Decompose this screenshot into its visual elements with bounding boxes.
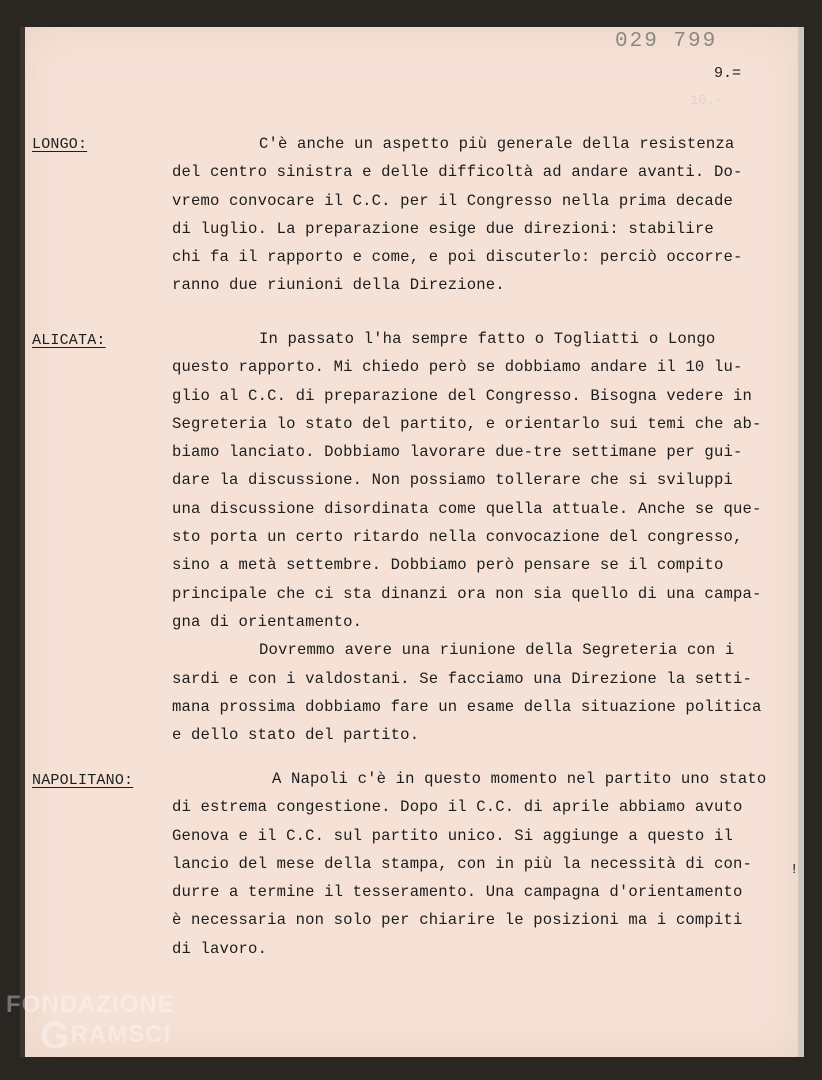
text-line: una discussione disordinata come quella attuale. Anche se que- <box>172 499 762 518</box>
text-line: Dovremmo avere una riunione della Segreteria con i <box>259 641 735 660</box>
speech-block-napolitano <box>172 765 772 963</box>
page-number: 9.= <box>714 65 742 82</box>
text-line: principale che ci sta dinanzi ora non sia quello di una campa- <box>172 584 762 603</box>
text-line: gna di orientamento. <box>172 612 363 631</box>
text-line: sardi e con i valdostani. Se facciamo una Direzione la setti- <box>172 669 752 688</box>
text-line: del centro sinistra e delle difficoltà ad andare avanti. Do- <box>172 163 743 182</box>
text-line: lancio del mese della stampa, con in più la necessità di con- <box>172 854 752 873</box>
text-line: di lavoro. <box>172 939 268 958</box>
text-line: biamo lanciato. Dobbiamo lavorare due-tre settimane per gui- <box>172 443 743 462</box>
speech-block-alicata <box>172 325 772 749</box>
page-right-edge <box>798 27 804 1057</box>
text-line: In passato l'ha sempre fatto o Togliatti o Longo <box>259 330 716 348</box>
text-line: è necessaria non solo per chiarire le posizioni ma i compiti <box>172 911 743 930</box>
text-line: Segreteria lo stato del partito, e orientarlo sui temi che ab- <box>172 414 762 433</box>
text-line: sino a metà settembre. Dobbiamo però pensare se il compito <box>172 556 724 575</box>
text-line: chi fa il rapporto e come, e poi discuterlo: perciò occorre- <box>172 248 743 267</box>
text-line: Genova e il C.C. sul partito unico. Si aggiunge a questo il <box>172 826 733 845</box>
speech-block-longo <box>172 130 772 300</box>
text-line: durre a termine il tesseramento. Una campagna d'orientamento <box>172 883 743 902</box>
margin-mark: ! <box>790 862 799 878</box>
text-line: questo rapporto. Mi chiedo però se dobbiamo andare il 10 lu- <box>172 358 743 377</box>
speaker-label: NAPOLITANO: <box>32 772 134 789</box>
text-line: sto porta un certo ritardo nella convocazione del congresso, <box>172 528 743 547</box>
text-line: e dello stato del partito. <box>172 726 420 745</box>
text-line: A Napoli c'è in questo momento nel partito uno stato <box>272 770 767 788</box>
text-line: C'è anche un aspetto più generale della resistenza <box>259 135 735 153</box>
text-line: mana prossima dobbiamo fare un esame della situazione politica <box>172 697 762 716</box>
archive-stamp-number: 029 799 <box>615 30 718 53</box>
text-line: di estrema congestione. Dopo il C.C. di aprile abbiamo avuto <box>172 798 743 817</box>
text-line: vremo convocare il C.C. per il Congresso nella prima decade <box>172 191 733 210</box>
text-line: dare la discussione. Non possiamo tollerare che si sviluppi <box>172 471 733 490</box>
watermark-line1: FONDAZIONE <box>6 991 175 1018</box>
watermark-g-logo: G <box>40 1015 71 1057</box>
text-line: ranno due riunioni della Direzione. <box>172 276 505 295</box>
speaker-label: ALICATA: <box>32 332 106 349</box>
text-line: glio al C.C. di preparazione del Congresso. Bisogna vedere in <box>172 386 752 405</box>
fondazione-gramsci-watermark <box>6 990 175 1057</box>
speaker-label: LONGO: <box>32 136 88 153</box>
watermark-line2: RAMSCI <box>70 1021 172 1048</box>
text-line: di luglio. La preparazione esige due direzioni: stabilire <box>172 219 714 238</box>
bleed-through: 10.- <box>690 93 724 109</box>
